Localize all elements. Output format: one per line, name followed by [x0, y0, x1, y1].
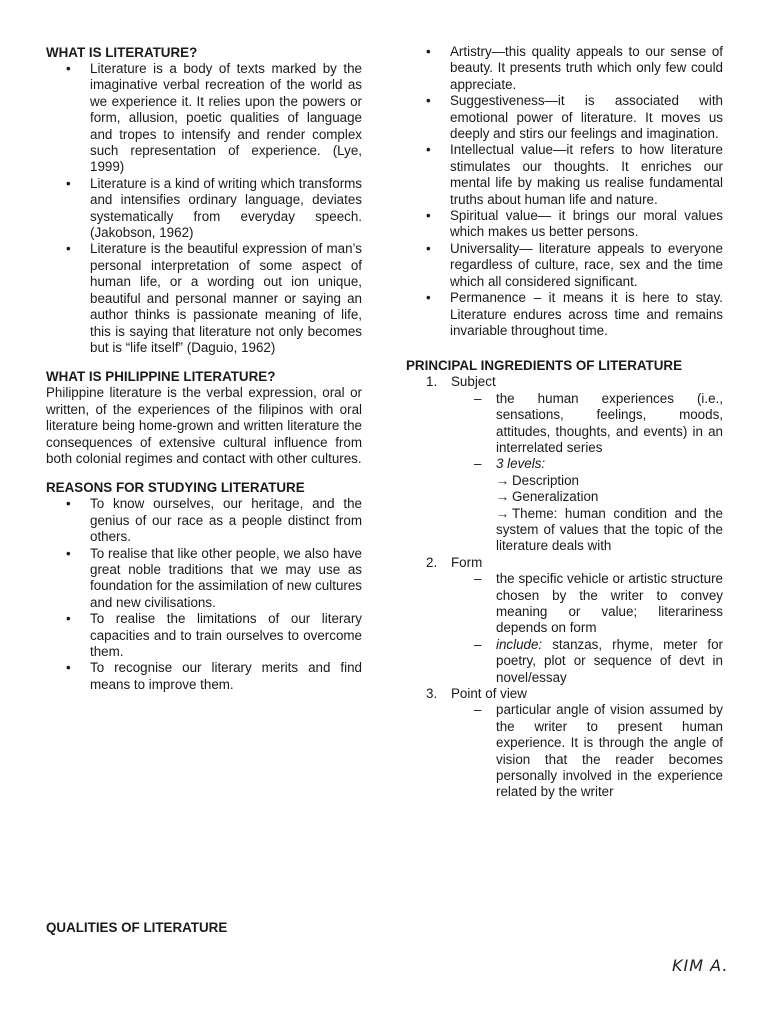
include-text: stanzas, rhyme, meter for poetry, plot or sequence of devt in novel/essay [496, 636, 723, 685]
ingredient-point-of-view [426, 686, 723, 801]
ingredient-form [426, 555, 723, 686]
left-column [46, 44, 362, 705]
include-label: include: [496, 636, 543, 652]
what-is-literature-heading: WHAT IS LITERATURE? [46, 45, 198, 60]
ingredients-section [406, 357, 723, 801]
form-include [496, 637, 723, 686]
ingredient-number: 1. [426, 374, 438, 390]
quality-item: • Suggestiveness—it is associated with emotional power of literature. It moves us deeply and stirs our feelings and imagination. [450, 93, 723, 142]
reason-item: • To recognise our literary merits and find means to improve them. [90, 660, 362, 693]
definitions-list [46, 61, 362, 356]
level-text: Description [512, 472, 579, 488]
reasons-list [46, 496, 362, 693]
quality-item: • Intellectual value—it refers to how literature stimulates our thoughts. It enriches our mental life by making us realise fundamental truths about human life and nature. [450, 142, 723, 208]
level-item [496, 506, 723, 555]
right-column [406, 44, 723, 813]
ingredient-title: Subject [451, 374, 496, 390]
form-definition: – the specific vehicle or artistic structure chosen by the writer to convey meaning or value; literariness depends on form [496, 571, 723, 637]
reason-item: • To know ourselves, our heritage, and the genius of our race as a people distinct from others. [90, 496, 362, 545]
subject-definition: – the human experiences (i.e., sensations, feelings, moods, attitudes, thoughts, and events) in an interrelated series [496, 391, 723, 457]
arrow-icon: → [496, 505, 510, 521]
reason-item: • To realise that like other people, we also have great noble traditions that we may use as foundation for the assimilation of new cultures and new civilisations. [90, 546, 362, 612]
what-is-literature-section [46, 44, 362, 356]
definition-item: • Literature is the beautiful expression of man’s personal interpretation of some aspect of human life, or a wording out ion unique, beautiful and personal manner or saying an author thinks is passionate meaning of life, this is saying that literature not only becomes but is “life itself” (Daguio, 1962) [90, 241, 362, 356]
ingredients-heading: PRINCIPAL INGREDIENTS OF LITERATURE [406, 358, 683, 374]
definition-item: • Literature is a kind of writing which transforms and intensifies ordinary language, deviates systematically from everyday speech. (Jakobson, 1962) [90, 176, 362, 242]
levels-label: 3 levels: [496, 456, 546, 472]
quality-item: • Universality— literature appeals to everyone regardless of culture, race, sex and the time which all considered significant. [450, 241, 723, 290]
philippine-literature-heading: WHAT IS PHILIPPINE LITERATURE? [46, 369, 276, 385]
pov-definition: – particular angle of vision assumed by the writer to present human experience. It is through the angle of vision that the reader becomes personally involved in the experience related by the writer [496, 702, 723, 800]
ingredient-title: Point of view [451, 686, 527, 702]
level-item [496, 489, 723, 505]
quality-item: • Permanence – it means it is here to stay. Literature endures across time and remains invariable throughout time. [450, 290, 723, 339]
reason-item: • To realise the limitations of our literary capacities and to train ourselves to overcome them. [90, 611, 362, 660]
pov-details [426, 702, 723, 800]
ingredients-list [406, 374, 723, 801]
ingredient-subject [426, 374, 723, 554]
qualities-section [406, 44, 723, 339]
ingredient-title: Form [451, 554, 483, 570]
level-text: Theme: human condition and the system of values that the topic of the literature deals with [496, 505, 723, 554]
ingredient-number: 2. [426, 554, 438, 570]
form-details [426, 571, 723, 686]
philippine-literature-section [46, 368, 362, 467]
quality-item: • Artistry—this quality appeals to our sense of beauty. It presents truth which only few could appreciate. [450, 44, 723, 93]
ingredient-number: 3. [426, 686, 438, 702]
reasons-heading: REASONS FOR STUDYING LITERATURE [46, 480, 305, 496]
level-item [496, 473, 723, 489]
reasons-section [46, 479, 362, 693]
arrow-icon: → [496, 489, 510, 505]
definition-item: • Literature is a body of texts marked by the imaginative verbal recreation of the world as we experience it. It relies upon the powers or form, allusion, poetic qualities of language and tropes to intensify and render complex such representation of experience. (Lye, 1999) [90, 61, 362, 176]
arrow-icon: → [496, 472, 510, 488]
qualities-list [406, 44, 723, 339]
philippine-literature-body: Philippine literature is the verbal expression, oral or written, of the experiences of the filipinos with oral literature being home-grown and written literature the consequences of extensive cultural influence from both colonial regimes and contact with other cultures. [46, 385, 362, 466]
author-signature: KIM A. [672, 956, 729, 975]
subject-levels [496, 456, 723, 554]
subject-details [426, 391, 723, 555]
level-text: Generalization [512, 489, 599, 505]
qualities-heading: QUALITIES OF LITERATURE [46, 920, 228, 935]
quality-item: • Spiritual value— it brings our moral values which makes us better persons. [450, 208, 723, 241]
